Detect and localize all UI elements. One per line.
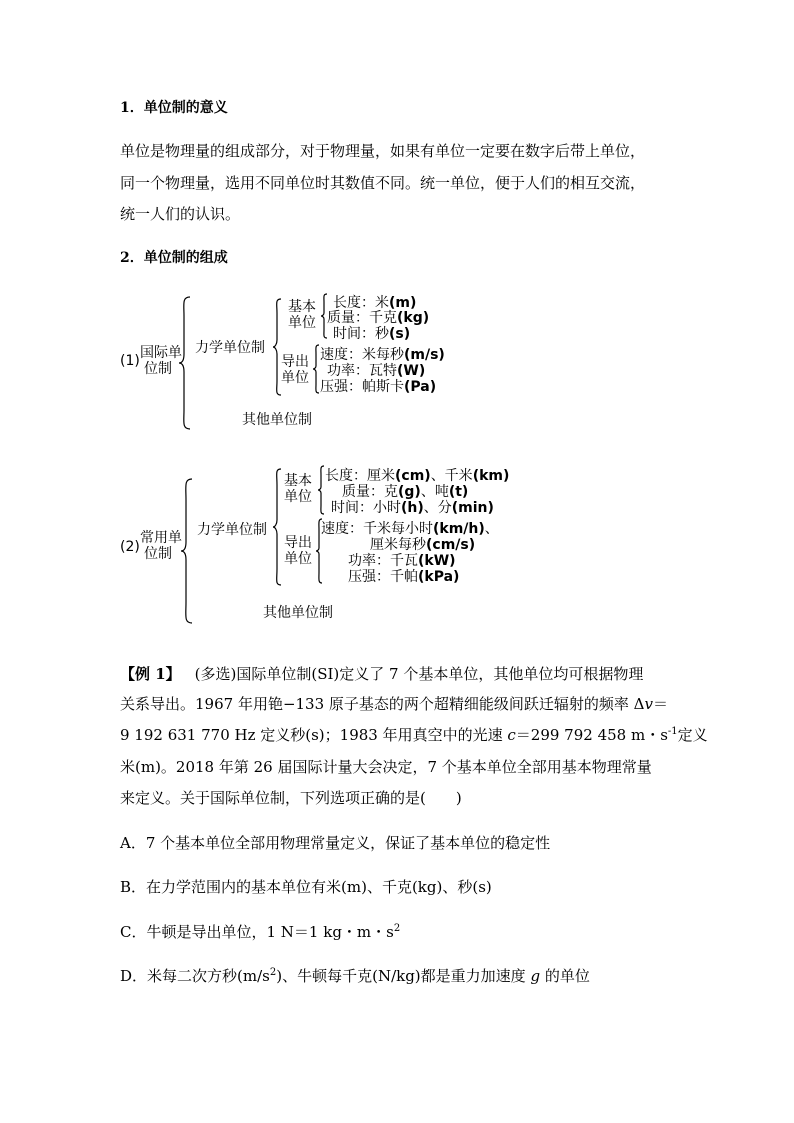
diagram1-base-line2: 单位 (288, 315, 316, 331)
diagram2-derived-item-4: 压强：千帕(kPa) (348, 569, 460, 585)
diagram1-derived-item-3: 压强：帕斯卡(Pa) (320, 379, 437, 395)
diagram1-derived-brace (312, 344, 320, 394)
diagram2-base-brace (317, 465, 325, 515)
diagram1-derived-line1: 导出 (281, 354, 309, 370)
example-line5: 来定义。关于国际单位制，下列选项正确的是( ) (120, 789, 462, 807)
diagram2-root-line1: 常用单 (140, 530, 182, 546)
diagram1-root (140, 345, 182, 377)
diagram2-base-line1: 基本 (284, 473, 312, 489)
diagram2-derived-line2: 单位 (284, 551, 312, 567)
option-b[interactable]: B．在力学范围内的基本单位有米(m)、千克(kg)、秒(s) (120, 878, 492, 896)
diagram2-base-line2: 单位 (284, 489, 312, 505)
diagram1-derived-item-1: 速度：米每秒(m/s) (320, 347, 445, 363)
diagram1-base-item-2: 质量：千克(kg) (327, 310, 430, 326)
diagram2-prefix: (2) (120, 539, 140, 555)
example-line4: 米(m)。2018 年第 26 届国际计量大会决定，7 个基本单位全部用基本物理常量 (120, 758, 652, 776)
section1-heading: 1．单位制的意义 (120, 100, 228, 116)
diagram1-prefix: (1) (120, 353, 140, 369)
diagram2-base-item-1: 长度：厘米(cm)、千米(km) (325, 468, 510, 484)
diagram2-root-brace (180, 478, 194, 624)
section1-line3: 统一人们的认识。 (120, 205, 241, 223)
diagram2-root-line2: 位制 (144, 546, 172, 562)
option-d[interactable]: D．米每二次方秒$(m/s^2)$、牛顿每千克(N/kg)都是重力加速度 g 的单位 (120, 967, 590, 985)
diagram2-mech-brace (272, 468, 282, 586)
diagram1-derived-line2: 单位 (281, 370, 309, 386)
diagram1-mech: 力学单位制 (195, 340, 265, 356)
diagram2-derived-item-3: 功率：千瓦(kW) (348, 553, 456, 569)
diagram1-root-line2: 位制 (144, 361, 172, 377)
diagram1-base-line1: 基本 (288, 299, 316, 315)
option-c[interactable]: C．牛顿是导出单位，1 N＝1 kg・m・$s^2$ (120, 923, 401, 941)
diagram2-mech: 力学单位制 (197, 522, 267, 538)
option-a[interactable]: A．7 个基本单位全部用物理常量定义，保证了基本单位的稳定性 (120, 834, 551, 852)
diagram2-derived-line1: 导出 (284, 535, 312, 551)
diagram1-base (288, 299, 316, 331)
example-line1: 【例 1】 (多选)国际单位制(SI)定义了 7 个基本单位，其他单位均可根据物理 (120, 665, 644, 683)
diagram1-derived-item-2: 功率：瓦特(W) (327, 363, 426, 379)
diagram2-base-item-3: 时间：小时(h)、分(min) (331, 500, 494, 516)
diagram1-root-line1: 国际单 (140, 345, 182, 361)
example-tag: 【例 1】 (120, 665, 181, 683)
diagram2-derived-item-2: 厘米每秒(cm/s) (370, 537, 476, 553)
diagram1-base-item-3: 时间：秒(s) (333, 326, 411, 342)
diagram2-derived-item-1: 速度：千米每小时(km/h)、 (321, 521, 499, 537)
diagram2-derived (284, 535, 312, 567)
section1-line2: 同一个物理量，选用不同单位时其数值不同。统一单位，便于人们的相互交流， (120, 174, 646, 192)
section2-heading: 2．单位制的组成 (120, 250, 228, 266)
diagram1-derived (281, 354, 309, 386)
diagram1-root-brace (178, 296, 192, 430)
example-line3: 9 192 631 770 Hz 定义秒(s)；1983 年用真空中的光速 c＝299 792 458 m・$s^{-1}$定义 (120, 726, 708, 744)
example-line2: 关系导出。1967 年用铯−133 原子基态的两个超精细能级间跃迁辐射的频率 Δv＝ (120, 695, 669, 713)
diagram2-base-item-2: 质量：克(g)、吨(t) (342, 484, 469, 500)
diagram2-other: 其他单位制 (263, 605, 333, 621)
section1-line1: 单位是物理量的组成部分，对于物理量，如果有单位一定要在数字后带上单位， (120, 142, 646, 160)
diagram2-base (284, 473, 312, 505)
diagram2-root (140, 530, 182, 562)
diagram1-other: 其他单位制 (242, 412, 312, 428)
diagram1-base-item-1: 长度：米(m) (333, 295, 417, 311)
